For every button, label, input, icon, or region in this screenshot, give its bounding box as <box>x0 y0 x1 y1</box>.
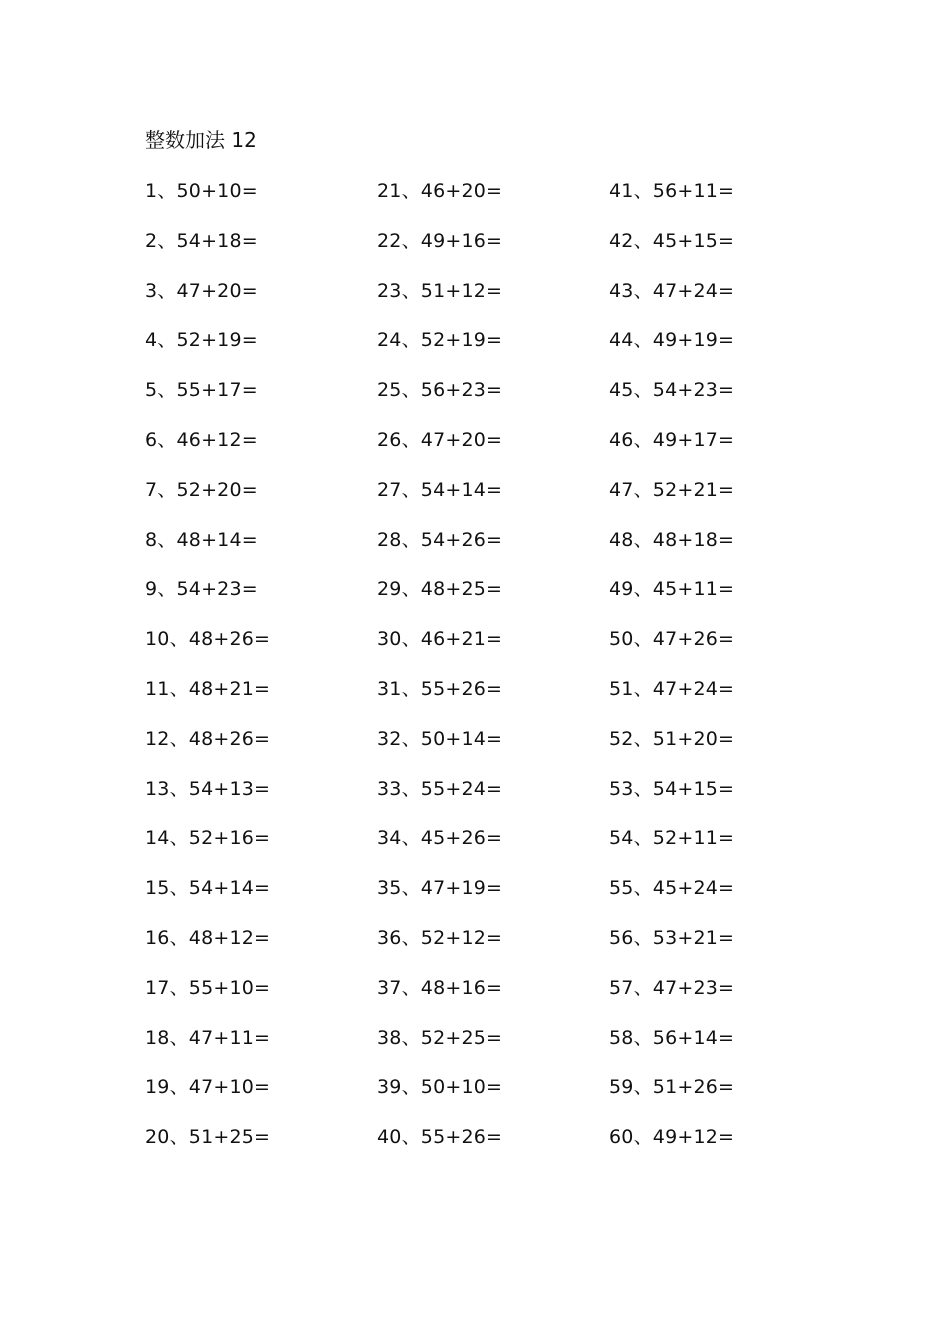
problem-item: 17、55+10= <box>145 976 271 999</box>
problem-item: 6、46+12= <box>145 428 258 451</box>
problem-item: 13、54+13= <box>145 777 271 800</box>
problem-item: 59、51+26= <box>609 1076 735 1099</box>
problem-item: 47、52+21= <box>609 478 735 501</box>
problem-item: 56、53+21= <box>609 926 735 949</box>
problem-item: 5、55+17= <box>145 379 258 402</box>
problem-item: 38、52+25= <box>377 1026 503 1049</box>
problem-item: 60、49+12= <box>609 1126 735 1149</box>
problem-item: 11、48+21= <box>145 677 271 700</box>
problem-item: 33、55+24= <box>377 777 503 800</box>
problem-item: 2、54+18= <box>145 229 258 252</box>
problem-item: 57、47+23= <box>609 976 735 999</box>
problem-item: 22、49+16= <box>377 229 503 252</box>
problem-item: 44、49+19= <box>609 329 735 352</box>
problem-item: 9、54+23= <box>145 578 258 601</box>
problem-item: 29、48+25= <box>377 578 503 601</box>
problem-item: 34、45+26= <box>377 827 503 850</box>
problem-item: 39、50+10= <box>377 1076 503 1099</box>
problem-item: 31、55+26= <box>377 677 503 700</box>
problem-item: 54、52+11= <box>609 827 735 850</box>
problem-item: 49、45+11= <box>609 578 735 601</box>
problem-item: 24、52+19= <box>377 329 503 352</box>
problem-item: 32、50+14= <box>377 727 503 750</box>
problem-item: 46、49+17= <box>609 428 735 451</box>
problem-item: 7、52+20= <box>145 478 258 501</box>
problem-item: 12、48+26= <box>145 727 271 750</box>
problem-item: 21、46+20= <box>377 180 503 202</box>
problem-item: 15、54+14= <box>145 877 271 900</box>
problem-item: 50、47+26= <box>609 628 735 651</box>
problem-item: 43、47+24= <box>609 279 735 302</box>
worksheet-title: 整数加法 12 <box>145 128 257 152</box>
problem-item: 35、47+19= <box>377 877 503 900</box>
problem-item: 53、54+15= <box>609 777 735 800</box>
problem-item: 48、48+18= <box>609 528 735 551</box>
problem-item: 40、55+26= <box>377 1126 503 1149</box>
problem-item: 30、46+21= <box>377 628 503 651</box>
problem-item: 52、51+20= <box>609 727 735 750</box>
problem-item: 28、54+26= <box>377 528 503 551</box>
problem-item: 20、51+25= <box>145 1126 271 1149</box>
problem-item: 27、54+14= <box>377 478 503 501</box>
problem-item: 37、48+16= <box>377 976 503 999</box>
problem-item: 58、56+14= <box>609 1026 735 1049</box>
problem-item: 14、52+16= <box>145 827 271 850</box>
problem-item: 26、47+20= <box>377 428 503 451</box>
problem-item: 18、47+11= <box>145 1026 271 1049</box>
problem-item: 55、45+24= <box>609 877 735 900</box>
problem-item: 41、56+11= <box>609 180 735 202</box>
problem-item: 10、48+26= <box>145 628 271 651</box>
problem-item: 42、45+15= <box>609 229 735 252</box>
problem-item: 1、50+10= <box>145 180 258 202</box>
problem-item: 36、52+12= <box>377 926 503 949</box>
problem-item: 4、52+19= <box>145 329 258 352</box>
problem-grid <box>145 177 841 1173</box>
problem-item: 8、48+14= <box>145 528 258 551</box>
problem-item: 16、48+12= <box>145 926 271 949</box>
problem-item: 19、47+10= <box>145 1076 271 1099</box>
problem-item: 23、51+12= <box>377 279 503 302</box>
problem-item: 25、56+23= <box>377 379 503 402</box>
problem-item: 3、47+20= <box>145 279 258 302</box>
problem-item: 45、54+23= <box>609 379 735 402</box>
problem-item: 51、47+24= <box>609 677 735 700</box>
